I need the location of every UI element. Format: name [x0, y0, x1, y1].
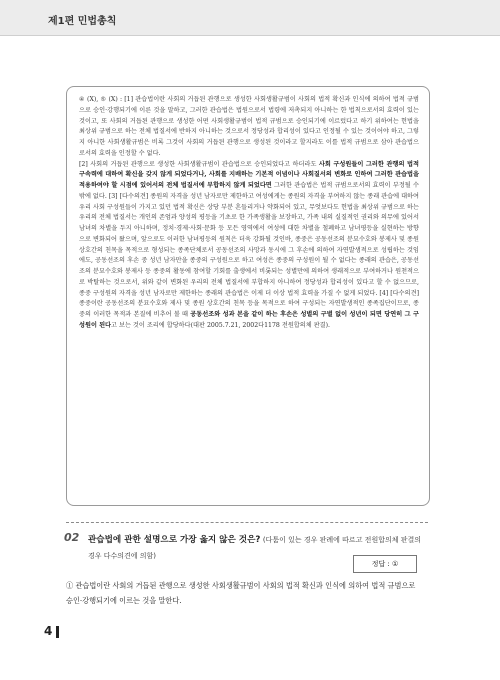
question-divider [66, 522, 428, 523]
explanation-paragraph-2: [2] 사회의 거듭된 관행으로 생성한 사회생활규범이 관습법으로 승인되었다고 하더라도 [79, 160, 319, 168]
explanation-paragraph-2-end: 그러한 관습법은 법적 규범으로서의 효력이 부정될 수밖에 없다. [3] [79, 182, 419, 200]
explanation-paragraph-2-bold: 사회 구성원들이 그러한 관행의 법적 구속력에 대하여 확신을 갖지 않게 되었다거나, 사회를 지배하는 기본적 이념이나 사회질서의 변화로 인하여 그러한 관습법을 적용하여야 할 시점에 있어서의 전체 법질서에 부합하지 않게 되었다면 [79, 160, 419, 189]
question-note: (다툼이 있는 경우 판례에 따르고 전원합의체 판결의 경우 다수의견에 의함) [88, 536, 422, 560]
explanation-paragraph-3-bold: 공동선조와 성과 본을 같이 하는 후손은 성별의 구별 없이 성년이 되면 당연히 그 구성원이 된다 [79, 311, 420, 329]
case-citation: (대판 2005.7.21, 2002다1178 전원합의체 판결). [190, 321, 331, 329]
page-header [0, 0, 500, 36]
question-number: 02 [64, 531, 80, 544]
answer-box: 정답 : ① [353, 555, 417, 573]
explanation-text [79, 95, 419, 332]
question-text: 관습법에 관한 설명으로 가장 옳지 않은 것은? [88, 535, 261, 545]
explanation-paragraph-3-end: 고 보는 것이 조리에 합당하다 [111, 321, 191, 329]
explanation-paragraph-1: ④ (X), ⑤ (X) : [1] 관습법이란 사회의 거듭된 관행으로 생성한 사회생활규범이 사회의 법적 확신과 인식에 의하여 법적 규범으로 승인·강행되기에 이른 것을 말하고, 그러한 관습법은 법원으로서 법령에 저촉되지 아니하는 한 법칙으로서의 효력이 있는 것이고, 또 사회의 거듭된 관행으로 생성한 어떤 사회생활규범이 법적 규범으로 승인되기에 이르렀다고 하기 위하여는 헌법을 최상위 규범으로 하는 전체 법질서에 반하지 아니하는 것으로서 정당성과 합리성이 있다고 인정될 수 있는 것이어야 하고, 그렇지 아니한 사회생활규범은 비록 그것이 사회의 거듭된 관행으로 생성된 것이라고 할지라도 이를 법적 규범으로 삼아 관습법으로서의 효력을 인정할 수 없다. [79, 96, 419, 157]
header-divider [0, 35, 500, 36]
option-1: ① 관습법이란 사회의 거듭된 관행으로 생성한 사회생활규범이 사회의 법적 확신과 인식에 의하여 법적 규범으로 승인·강행되기에 이르는 것을 말한다. [66, 581, 416, 605]
chapter-title: 제1편 민법총칙 [48, 16, 117, 27]
page-number: 4 [44, 624, 53, 638]
explanation-paragraph-3: [다수의견] 종원의 자격을 성년 남자로만 제한하고 여성에게는 종원의 자격을 부여하지 않는 종래 관습에 대하여 우리 사회 구성원들이 가지고 있던 법적 확신은 상당 부분 흔들리거나 약화되어 있고, 무엇보다도 헌법을 최상위 규범으로 하는 우리의 전체 법질서는 개인의 존엄과 양성의 평등을 기초로 한 가족생활을 보장하고, 가족 내의 실질적인 권리와 의무에 있어서 남녀의 차별을 두지 아니하며, 정치·경제·사회·문화 등 모든 영역에서 여성에 대한 차별을 철폐하고 남녀평등을 실현하는 방향으로 변화되어 왔으며, 앞으로도 이러한 남녀평등의 원칙은 더욱 강화될 것인바, 종중은 공동선조의 분묘수호와 봉제사 및 종원 상호간의 친목을 목적으로 형성되는 종족단체로서 공동선조의 사망과 동시에 그 후손에 의하여 자연발생적으로 성립하는 것임에도, 공동선조의 후손 중 성년 남자만을 종중의 구성원으로 하고 여성은 종중의 구성원이 될 수 없다는 종래의 관습은, 공동선조의 분묘수호와 봉제사 등 종중의 활동에 참여할 기회를 출생에서 비롯되는 성별만에 의하여 생래적으로 부여하거나 원천적으로 박탈하는 것으로서, 위와 같이 변화된 우리의 전체 법질서에 부합하지 아니하여 정당성과 합리성이 있다고 할 수 없으므로, 종중 구성원의 자격을 성년 남자로만 제한하는 종래의 관습법은 이제 더 이상 법적 효력을 가질 수 없게 되었다. [4] [다수의견] 종중이란 공동선조의 분묘수호와 제사 및 종원 상호간의 친목 등을 목적으로 하여 구성되는 자연발생적인 종족집단이므로, 종중의 이러한 목적과 본질에 비추어 볼 때 [79, 192, 420, 318]
page-number-bar [56, 626, 59, 638]
question-stem [88, 532, 428, 564]
